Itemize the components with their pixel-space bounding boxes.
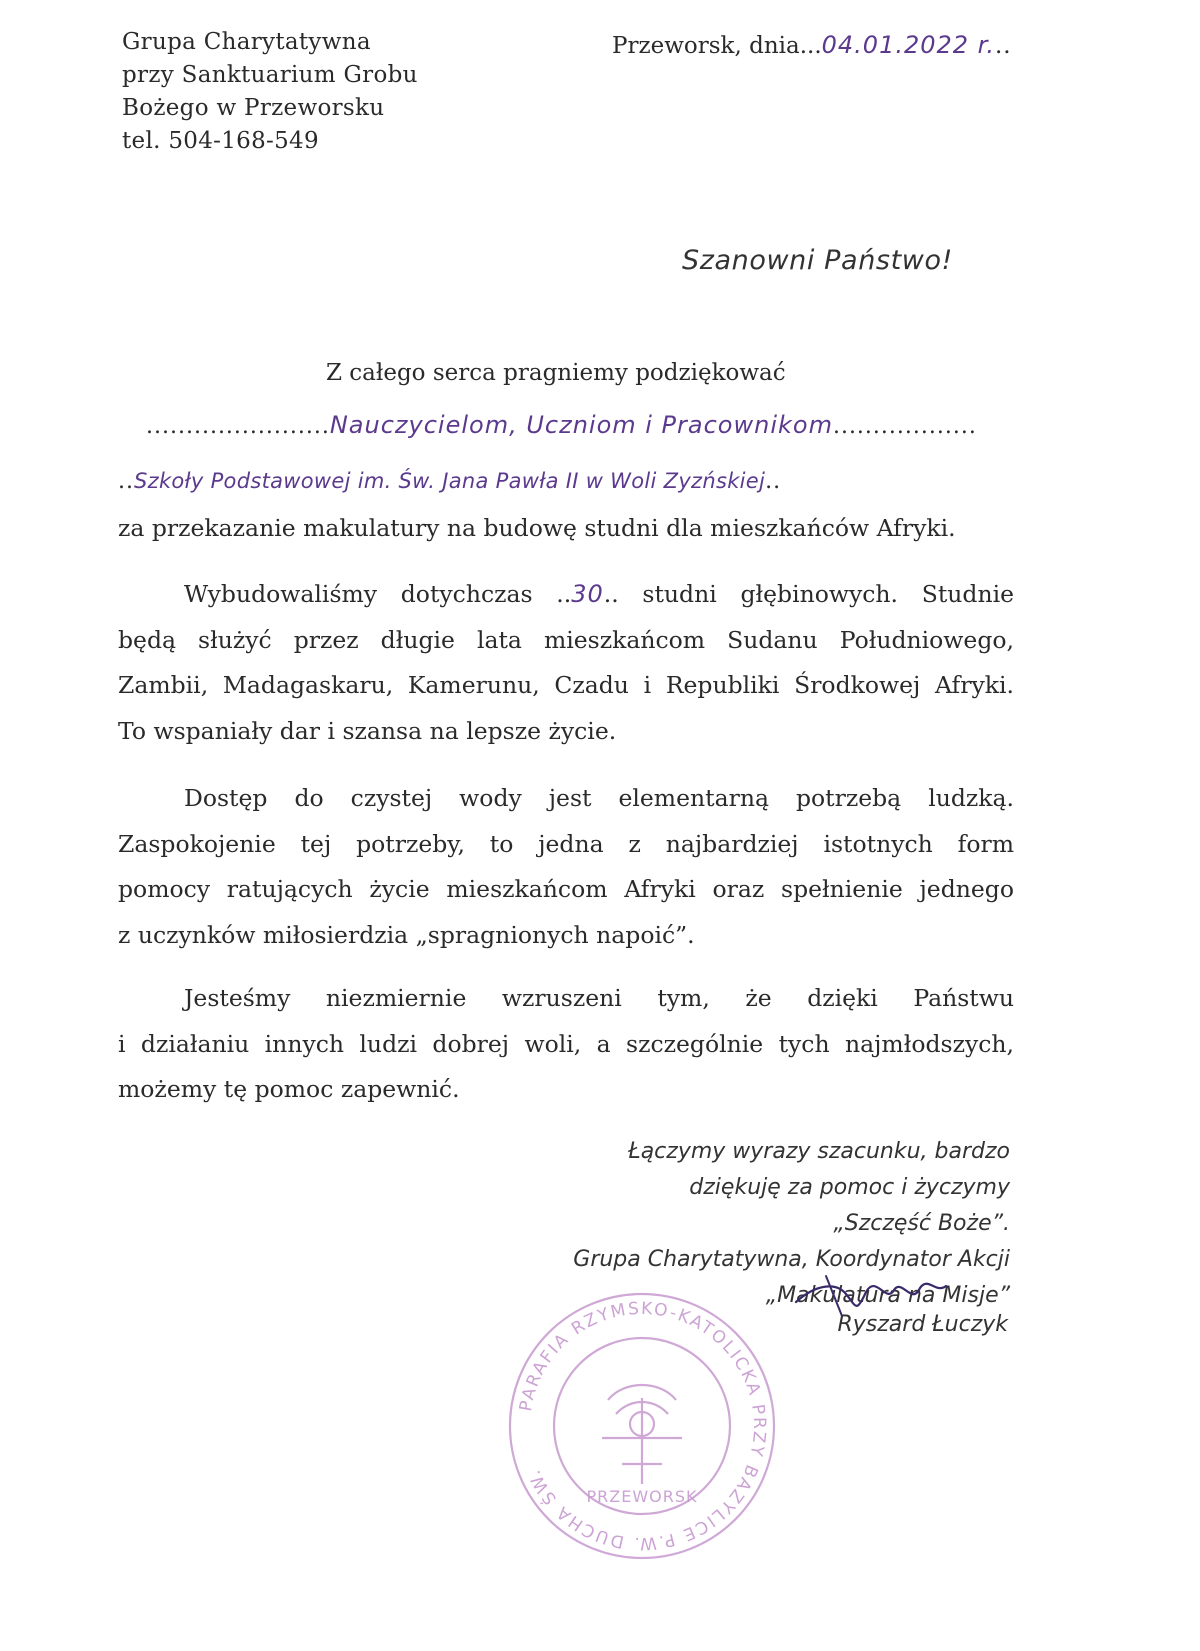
date-value: 04.01.2022 r. [821, 31, 995, 59]
sender-line-3: Bożego w Przeworsku [122, 95, 385, 121]
paragraph-1-line-3: Zambii, Madagaskaru, Kamerunu, Czadu i Republiki Środkowej Afryki. [118, 671, 1014, 699]
paragraph-1-line-2: będą służyć przez długie lata mieszkańcom Sudanu Południowego, [118, 625, 1014, 654]
parish-stamp [504, 1288, 780, 1564]
paragraph-0 [118, 506, 1014, 552]
closing-line-1: Łączymy wyrazy szacunku, bardzo [628, 1139, 1010, 1164]
sender-block [122, 26, 418, 158]
date-line [612, 30, 1012, 61]
paragraph-1-line-4: To wspaniały dar i szansa na lepsze życie. [118, 716, 617, 745]
paragraph-3 [118, 976, 1014, 1113]
wells-count: 30 [571, 580, 604, 608]
date-prefix: Przeworsk, dnia... [612, 33, 822, 59]
paragraph-1-line-1: Wybudowaliśmy dotychczas ..30.. studni głębinowych. Studnie [184, 580, 1015, 608]
paragraph-2-line-4: z uczynków miłosierdzia „spragnionych napoić”. [118, 920, 695, 949]
date-suffix: .. [994, 33, 1012, 59]
closing-line-3: „Szczęść Boże”. [833, 1211, 1010, 1236]
sender-line-2: przy Sanktuarium Grobu [122, 62, 418, 88]
stamp-ring-text: PARAFIA RZYMSKO-KATOLICKA PRZY BAZYLICE P.W. DUCHA ŚW. [515, 1298, 770, 1554]
stamp-center-text: PRZEWORSK [586, 1487, 698, 1506]
greeting: Szanowni Państwo! [682, 245, 953, 276]
paragraph-1 [118, 572, 1014, 754]
signer-name: Ryszard Łuczyk [837, 1312, 1008, 1337]
paragraph-2-line-2: Zaspokojenie tej potrzeby, to jedna z najbardziej istotnych form [118, 829, 1014, 858]
recipient-line-2: ..Szkoły Podstawowej im. Św. Jana Pawła II w Woli Zyzńskiej.. [118, 469, 782, 494]
recipient-handwriting-1: Nauczycielom, Uczniom i Pracownikom [329, 411, 833, 439]
thanks-line: Z całego serca pragniemy podziękować [326, 360, 786, 386]
paragraph-0-text: za przekazanie makulatury na budowę studni dla mieszkańców Afryki. [118, 514, 956, 542]
paragraph-2 [118, 776, 1014, 958]
recipient-line-1: .......................Nauczycielom, Uczniom i Pracownikom.................. [146, 411, 977, 439]
closing-line-4: Grupa Charytatywna, Koordynator Akcji [573, 1247, 1010, 1272]
recipient-handwriting-2: Szkoły Podstawowej im. Św. Jana Pawła II w Woli Zyzńskiej [134, 469, 766, 493]
paragraph-3-line-1: Jesteśmy niezmiernie wzruszeni tym, że dzięki Państwu [184, 984, 1014, 1012]
paragraph-3-line-2: i działaniu innych ludzi dobrej woli, a szczególnie tych najmłodszych, [118, 1029, 1014, 1058]
paragraph-3-line-3: możemy tę pomoc zapewnić. [118, 1075, 460, 1103]
sender-phone: tel. 504-168-549 [122, 128, 319, 154]
closing-line-5: „Makulatura na Misje” [765, 1283, 1010, 1308]
paragraph-2-line-1: Dostęp do czystej wody jest elementarną potrzebą ludzką. [184, 784, 1014, 812]
sender-line-1: Grupa Charytatywna [122, 29, 371, 55]
paragraph-2-line-3: pomocy ratujących życie mieszkańcom Afryki oraz spełnienie jednego [118, 875, 1014, 903]
closing-line-2: dziękuję za pomoc i życzymy [689, 1175, 1010, 1200]
